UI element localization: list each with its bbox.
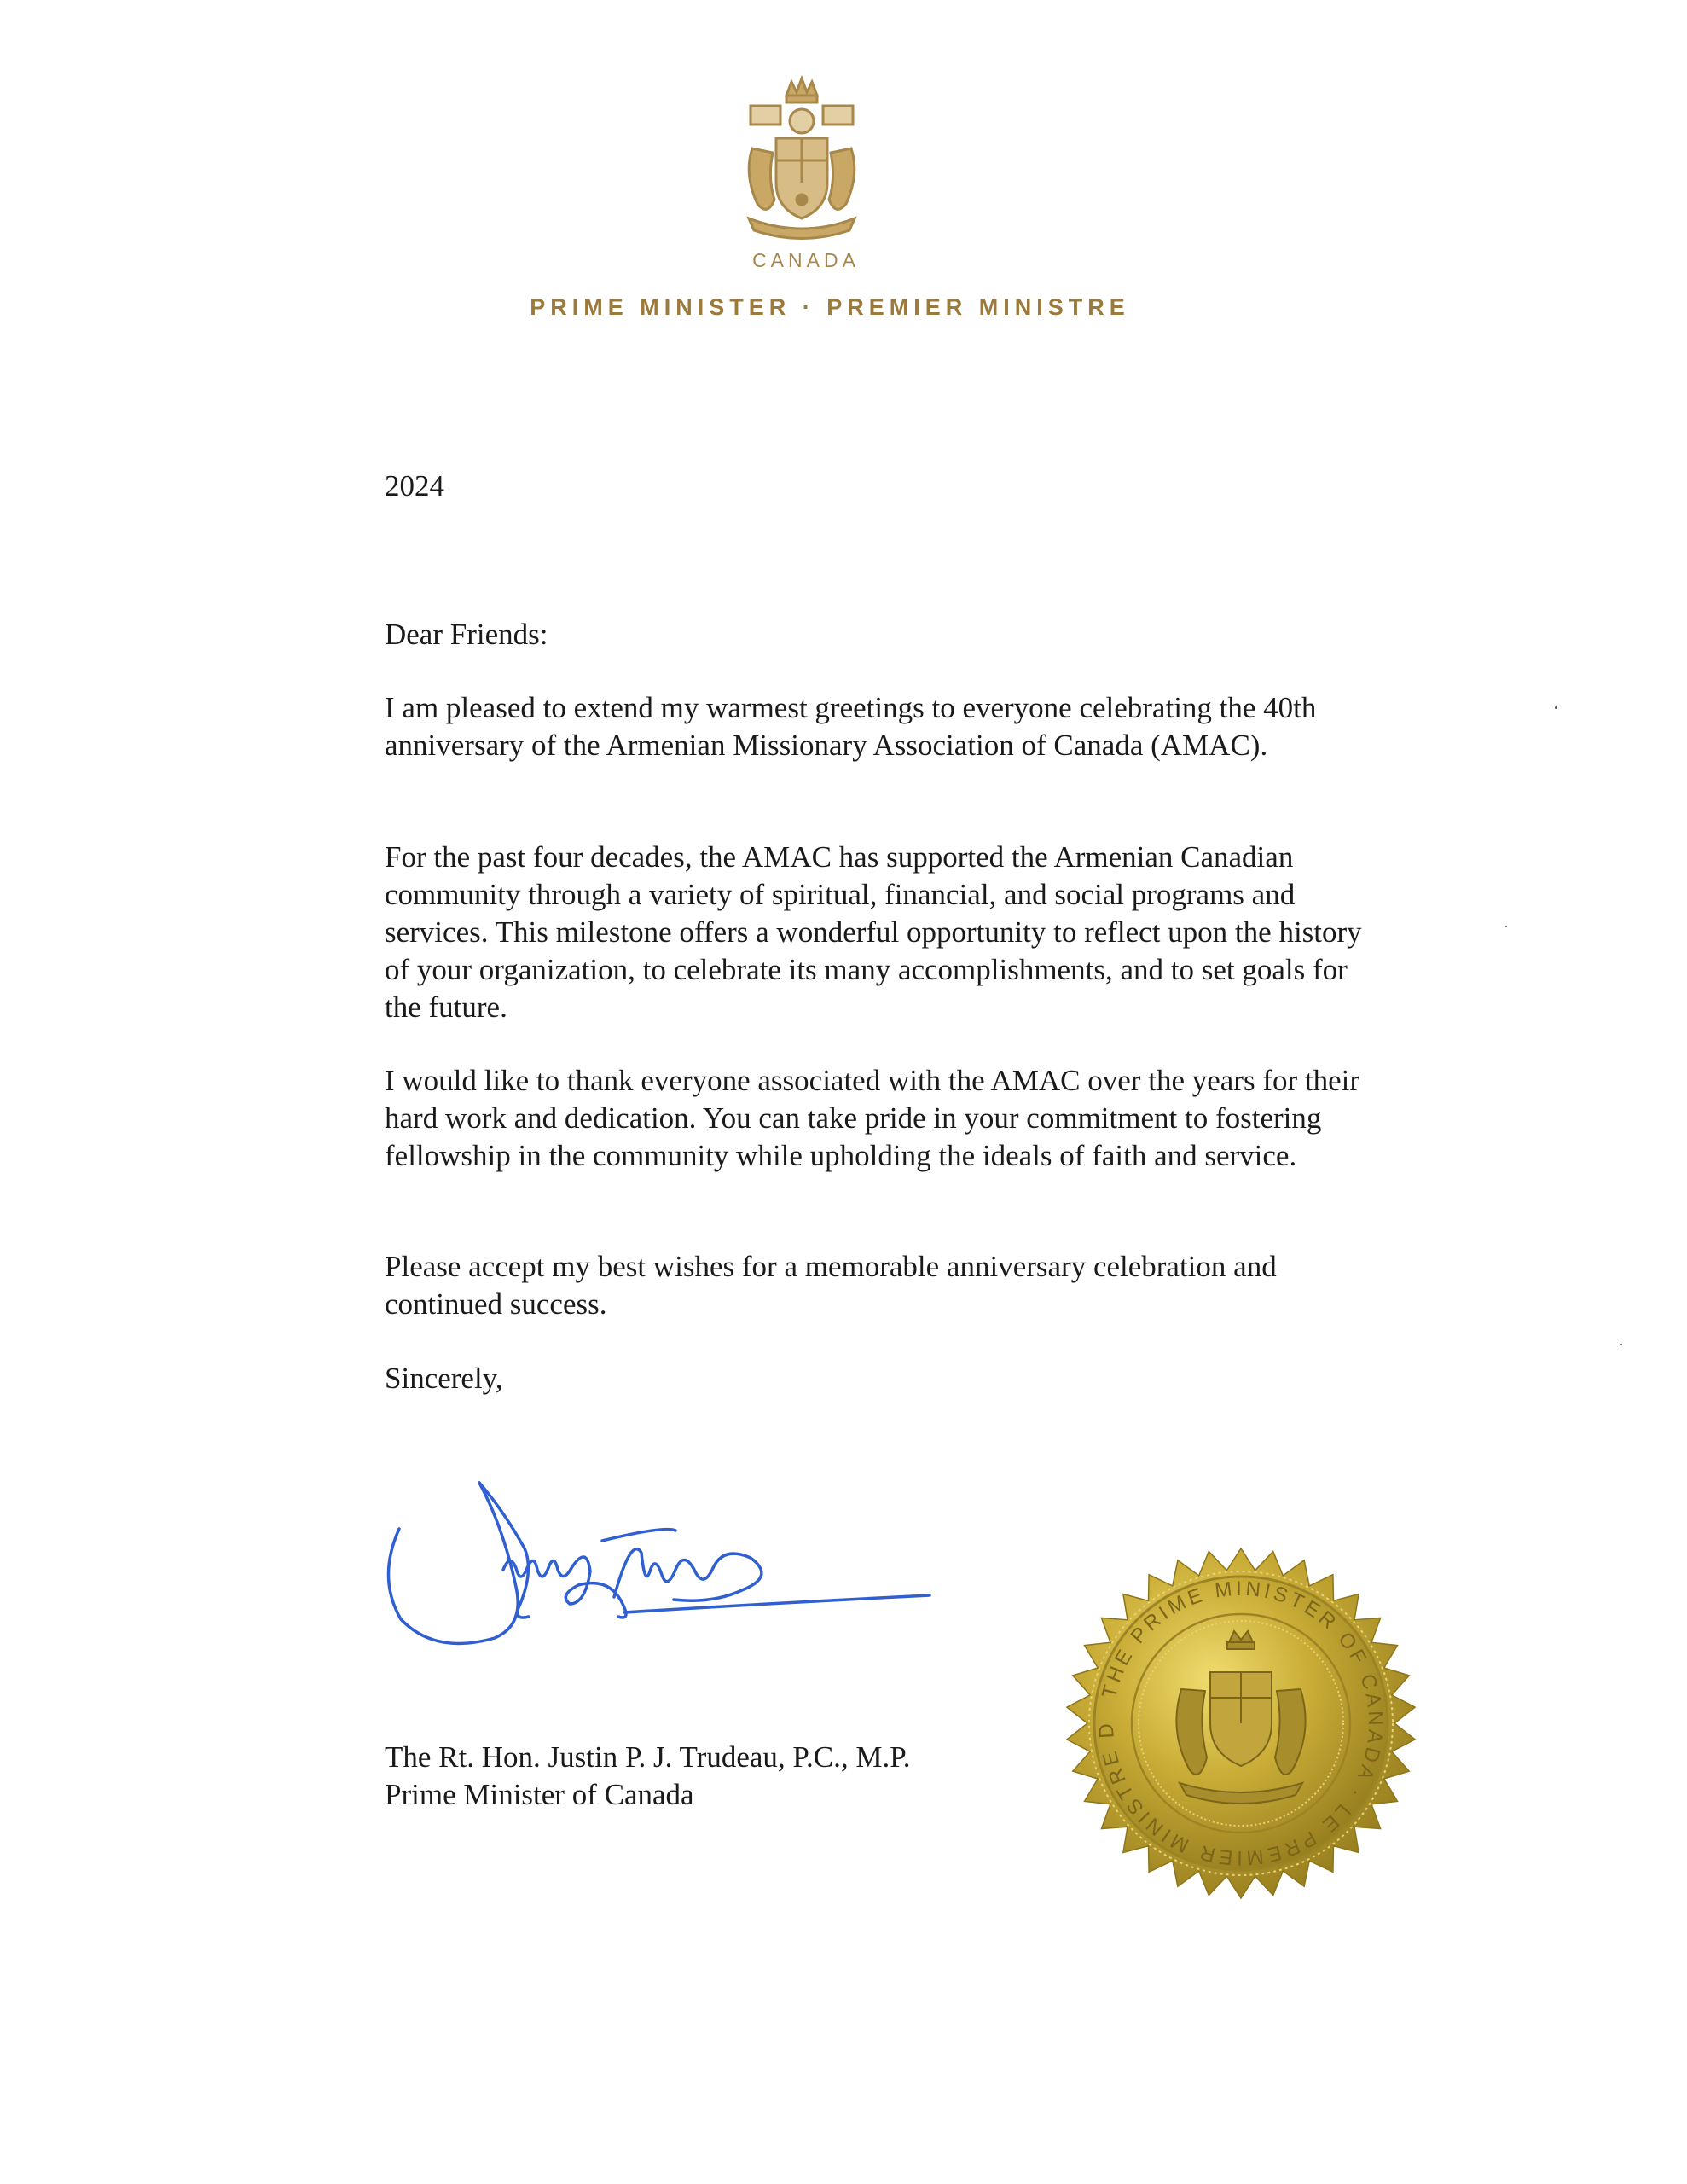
signer-block [385,1739,911,1814]
signer-title: Prime Minister of Canada [385,1778,694,1811]
paper-speck [1555,706,1557,709]
letter-paragraph: I would like to thank everyone associated with the AMAC over the years for their hard work and dedication. You can take pride in your commitment to fostering fellowship in the community while upholding the ideals of faith and service. [385,1064,1360,1172]
seal-lettering: THE PRIME MINISTER OF CANADA · LE PREMIER MINISTRE D [1094,1577,1388,1870]
letterhead [0,0,1687,324]
paper-speck [1505,926,1507,927]
canada-coat-of-arms-icon [733,72,870,247]
letter-closing: Sincerely, [385,1362,503,1395]
letter-date: 2024 [385,469,444,502]
letter-paragraph: Please accept my best wishes for a memorable anniversary celebration and continued success. [385,1250,1277,1321]
letterhead-office-title: PRIME MINISTER · PREMIER MINISTRE [530,294,1130,320]
letter-paragraph: For the past four decades, the AMAC has supported the Armenian Canadian community through a variety of spiritual, financial, and social programs and services. This milestone offers a wonderful opportunity to reflect upon the history of your organization, to celebrate its many accomplishments, and to set goals for the future. [385,840,1362,1024]
letter-paragraph: I am pleased to extend my warmest greetings to everyone celebrating the 40th anniversary of the Armenian Missionary Association of Canada (AMAC). [385,691,1317,762]
paper-speck [1620,1344,1622,1345]
letterhead-country: CANADA [752,249,860,271]
signer-name: The Rt. Hon. Justin P. J. Trudeau, P.C., M.P. [385,1740,911,1774]
gold-seal-icon [1062,1544,1420,1902]
handwritten-signature [375,1476,938,1664]
letter-salutation: Dear Friends: [385,618,548,651]
